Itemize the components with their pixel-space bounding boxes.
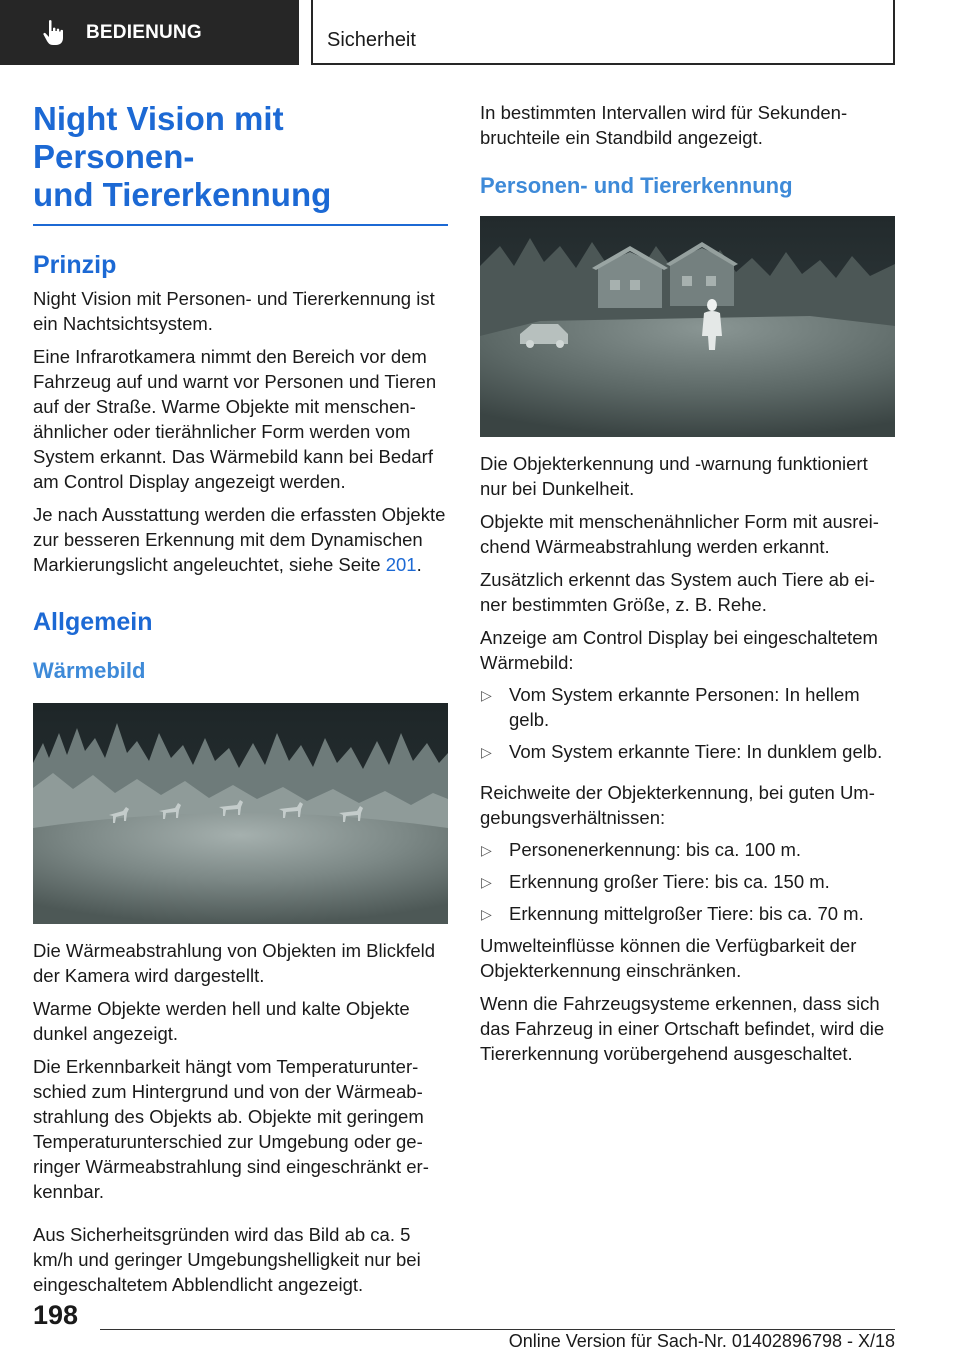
paragraph-reichweite: Reichweite der Objekterkennung, bei guten Umgebungsverhältnissen: <box>480 782 875 828</box>
triangle-bullet-icon: ▷ <box>481 842 492 858</box>
thermal-image-person <box>480 216 895 437</box>
thermal-image-animals <box>33 703 448 924</box>
pointing-hand-icon <box>40 19 68 47</box>
paragraph-prinzip-3 <box>33 502 448 577</box>
heading-personen-tiererkennung: Personen- und Tiererkennung <box>480 173 793 198</box>
heading-allgemein: Allgemein <box>33 608 153 636</box>
paragraph-waermebild-1: Die Wärmeabstrahlung von Objekten im Blickfeld der Kamera wird dargestellt. <box>33 940 436 986</box>
paragraph-ortschaft: Wenn die Fahrzeugsysteme erkennen, dass sich das Fahrzeug in einer Ortschaft befindet, wird die Tiererkennung vorübergehend ausgeschaltet. <box>480 993 885 1064</box>
page-title-line-1: Night Vision mit Personen- <box>33 100 284 175</box>
heading-prinzip: Prinzip <box>33 251 117 279</box>
list-item <box>480 682 895 732</box>
list-item-text: Vom System erkannte Tiere: In dunklem gelb. <box>509 741 883 762</box>
triangle-bullet-icon: ▷ <box>481 744 492 760</box>
range-list <box>480 837 895 926</box>
paragraph-waermebild-3: Die Erkennbarkeit hängt vom Temperaturunterschied zum Hintergrund und von der Wärmeabstrahlung des Objekts ab. Objekte mit geringem Temperaturunterschied zur Umgebung oder geringer Wärmeabstrahlung sind eingeschränkt erkennbar. <box>33 1056 429 1202</box>
chapter-title: Sicherheit <box>327 29 416 51</box>
list-item-text: Erkennung großer Tiere: bis ca. 150 m. <box>509 871 830 892</box>
triangle-bullet-icon: ▷ <box>481 906 492 922</box>
list-item <box>480 739 895 764</box>
page-title <box>33 100 448 214</box>
footer-rule <box>100 1329 895 1330</box>
paragraph-waermebild-4: Aus Sicherheitsgründen wird das Bild ab ca. 5 km/h und geringer Umgebungshelligkeit nur bei eingeschaltetem Abblendlicht angezeigt. <box>33 1224 421 1295</box>
footer-online-version: Online Version für Sach-Nr. 01402896798 - X/18 <box>508 1331 895 1351</box>
paragraph-text: Je nach Ausstattung werden die erfassten Objekte zur besseren Erkennung mit dem Dynamischen Markierungslicht angeleuchtet, siehe Seite <box>33 504 446 575</box>
paragraph-text-end: . <box>416 554 422 575</box>
triangle-bullet-icon: ▷ <box>481 687 492 703</box>
header-section-tab <box>0 0 299 65</box>
paragraph-anzeige: Anzeige am Control Display bei eingeschaltetem Wärmebild: <box>480 627 878 673</box>
display-color-list <box>480 682 895 764</box>
right-column <box>480 100 895 1066</box>
list-item <box>480 901 895 926</box>
paragraph-prinzip-2: Eine Infrarotkamera nimmt den Bereich vor dem Fahrzeug auf und warnt vor Personen und Tieren auf der Straße. Warme Objekte mit menschenähnlicher oder tierähnlicher Form werden vom System erkannt. Das Wärmebild kann bei Bedarf am Control Display angezeigt werden. <box>33 346 437 492</box>
paragraph-umwelteinfluesse: Umwelteinflüsse können die Verfügbarkeit der Objekterkennung einschränken. <box>480 935 857 981</box>
list-item-text: Personenerkennung: bis ca. 100 m. <box>509 839 802 860</box>
page-link-201[interactable]: 201 <box>385 554 417 575</box>
paragraph-waermebild-2: Warme Objekte werden hell und kalte Objekte dunkel angezeigt. <box>33 998 410 1044</box>
section-title: BEDIENUNG <box>86 21 202 43</box>
paragraph-objekterkennung-2: Objekte mit menschenähnlicher Form mit ausreichend Wärmeabstrahlung werden erkannt. <box>480 511 879 557</box>
title-rule <box>33 224 448 226</box>
paragraph-prinzip-1: Night Vision mit Personen- und Tiererkennung ist ein Nachtsichtsystem. <box>33 288 435 334</box>
paragraph-objekterkennung-1: Die Objekterkennung und -warnung funktioniert nur bei Dunkelheit. <box>480 453 868 499</box>
list-item-text: Erkennung mittelgroßer Tiere: bis ca. 70 m. <box>509 903 864 924</box>
page-number: 198 <box>33 1300 79 1330</box>
list-item <box>480 869 895 894</box>
paragraph-standbild: In bestimmten Intervallen wird für Sekundenbruchteile ein Standbild angezeigt. <box>480 102 848 148</box>
list-item <box>480 837 895 862</box>
heading-waermebild: Wärmebild <box>33 658 146 683</box>
paragraph-objekterkennung-3: Zusätzlich erkennt das System auch Tiere ab einer bestimmten Größe, z. B. Rehe. <box>480 569 875 615</box>
left-column <box>33 100 448 1297</box>
page-title-line-2: und Tiererkennung <box>33 176 332 213</box>
triangle-bullet-icon: ▷ <box>481 874 492 890</box>
list-item-text: Vom System erkannte Personen: In hellem gelb. <box>509 684 860 730</box>
header-chapter-box <box>311 0 895 65</box>
